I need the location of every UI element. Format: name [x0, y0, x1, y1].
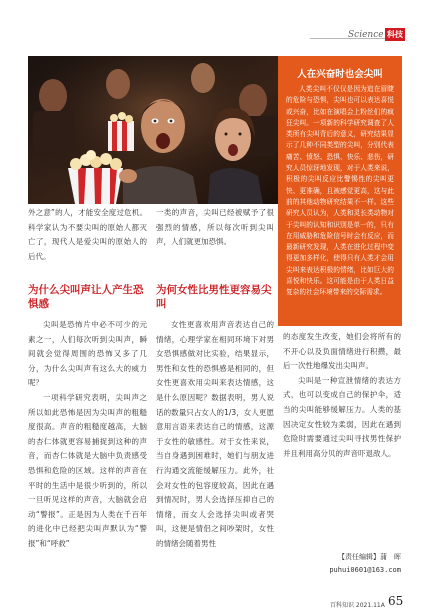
sidebar-body: 人类尖叫不仅仅是因为追在眉睫的危险与恐惧，尖叫也可以表达喜悦或兴奋，比如在演唱会上粉丝们的疯狂尖叫。一项新的科学研究调查了人类所有尖叫背后的意义，研究结果显示了几种不同类型的尖叫，分别代表痛苦、愤怒、恐惧、快乐、悲伤，研究人员惊讶地发现，对于人类来说，积极的尖叫反应比警惕性的尖叫更快、更准确，且被感觉更高，这与此前的其他动物研究结果不一样。这些研究人员认为，人类和灵长类动物对于尖叫的认知和识别是单一的，只有在用威胁和危险信号时会有反应，而最新研究发现，人类在进化过程中变得更加多样化，使得只有人类才会用尖叫来表达积极的情绪，比如巨大的喜悦和快乐。这可能是由于人类日益复杂的社会环境带来的交际需求。	[286, 85, 394, 297]
sidebar-box	[278, 56, 402, 326]
editor-email: puhui0601@163.com	[329, 566, 401, 574]
column-1-paragraph-1: 外之意”的人，才能安全度过危机。科学家认为不要尖叫的原始人都灭亡了，现代人是爱尖叫的原始人的后代。	[28, 208, 147, 261]
column-3-body	[283, 330, 401, 461]
column-3-paragraph-2: 尖叫是一种宣泄情绪的表达方式，也可以变成自己的保护伞，适当的尖叫能够缓解压力。人类的基因决定女性较为柔弱，因此在遇到危险时需要通过尖叫寻找男性保护并且利用高分贝的声音吓退敌人。	[283, 375, 401, 458]
journal-issue: 百科知识 2021.11A	[330, 602, 385, 609]
sidebar-title: 人在兴奋时也会尖叫	[297, 69, 383, 80]
column-2-paragraph-1: 一类的声音，尖叫已经被赋予了很强烈的情感，所以每次听到尖叫声，人们就更加恐惧。	[156, 208, 274, 247]
heading-why-scream-fear: 为什么尖叫声让人产生恐惧感	[28, 284, 144, 310]
column-1-intro	[28, 206, 147, 264]
heading-women-scream: 为何女性比男性更容易尖叫	[156, 284, 272, 310]
column-1-body	[28, 318, 147, 552]
page-number: 65	[388, 594, 404, 608]
section-badge: 科技	[387, 30, 403, 39]
responsible-editor: 【责任编辑】蒲 晖	[338, 553, 401, 561]
column-2-paragraph-2: 女性更喜欢用声音表达自己的情绪，心理学家在相同环境下对男女恐惧感做对比实验，结果显示，男性和女性的恐惧感是相同的，但女性更喜欢用尖叫来表达情感，这是什么原因呢？数据表明，男人说话的数量只占女人的1/3，女人更愿意用言语来表达自己的情感，这源于女性的敏感性。对于女性来说，当自身遇到困难时，她们与朋友进行沟通交流能缓解压力。此外，社会对女性的包容度较高，因此在遇到情况时，男人会选择压抑自己的情绪，而女人会选择尖叫或者哭叫，这便是情侣之间吵架时，女性的情绪会随着男性	[156, 320, 274, 548]
column-1-paragraph-2: 尖叫是恐怖片中必不可少的元素之一，人们每次听到尖叫声，瞬间就会觉得周围的恐怖又多了几分，为什么尖叫声有这么大的威力呢？	[28, 320, 147, 388]
column-3-paragraph-1: 的态度发生改变，她们会将所有的不开心以及负面情绪进行积攒，最后一次性地爆发出尖叫声。	[283, 332, 401, 371]
column-1-paragraph-3: 一项科学研究表明，尖叫声之所以如此恐怖是因为尖叫声的粗糙度很高。声音的粗糙度越高，大脑的杏仁体就更容易捕捉到这种的声音，而杏仁体就是大脑中负责感受恐惧和危险的区域。这样的声音在平时的生活中是很少听到的，所以一旦听见这样的声音，大脑就会启动“警报”。正是因为人类在千百年的进化中已经把尖叫声默认为“警报”和“呼救”	[28, 392, 147, 548]
column-2-intro	[156, 206, 274, 250]
column-2-body	[156, 318, 274, 552]
cinema-audience-photo	[28, 56, 278, 204]
section-label: Science	[348, 30, 384, 40]
